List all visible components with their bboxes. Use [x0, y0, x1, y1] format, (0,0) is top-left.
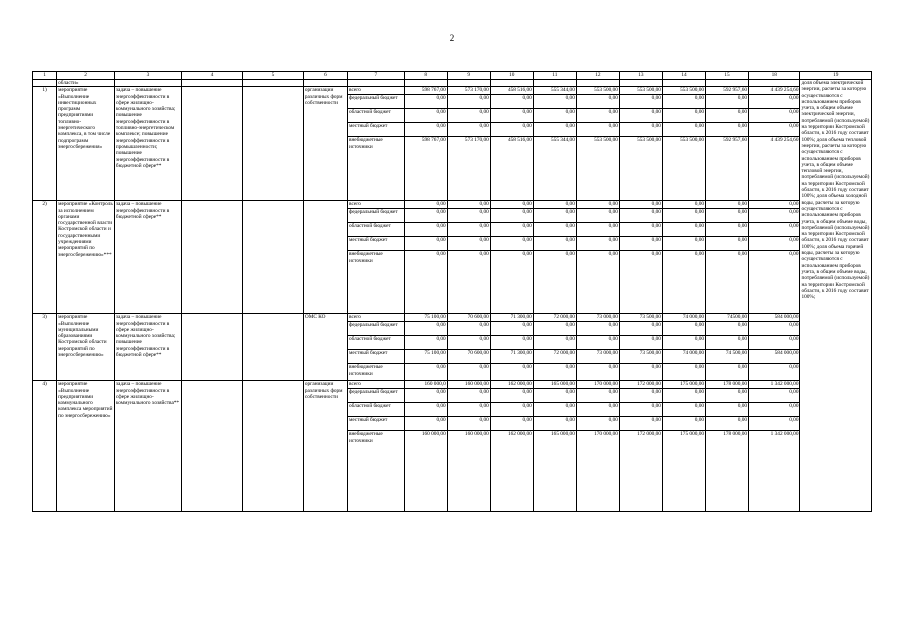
pre-cell-1	[33, 80, 57, 87]
column-number: 19	[800, 72, 872, 80]
year-value: 0,00	[706, 95, 749, 109]
year-value: 172 000,00	[619, 431, 662, 512]
year-value: 0,00	[576, 364, 619, 381]
year-value: 0,00	[447, 364, 490, 381]
pre-cell-15	[706, 80, 749, 87]
funding-source: внебюджетные источники	[347, 137, 404, 201]
funding-source: внебюджетные источники	[347, 251, 404, 314]
funding-source: местный бюджет	[347, 237, 404, 251]
year-value: 0,00	[533, 336, 576, 350]
total-value: 4 439 254,60	[749, 87, 800, 95]
year-value: 0,00	[619, 417, 662, 431]
column-number: 6	[303, 72, 347, 80]
year-value: 0,00	[662, 109, 705, 123]
year-value: 165 000,00	[533, 431, 576, 512]
funding-source: всего	[347, 314, 404, 322]
year-value: 0,00	[490, 201, 533, 209]
year-value: 172 000,00	[619, 381, 662, 389]
continuation-row	[33, 80, 872, 87]
year-value: 0,00	[619, 364, 662, 381]
year-value: 0,00	[490, 223, 533, 237]
year-value: 0,00	[533, 201, 576, 209]
year-value: 0,00	[490, 417, 533, 431]
year-value: 0,00	[404, 237, 447, 251]
year-value: 0,00	[662, 223, 705, 237]
year-value: 0,00	[706, 322, 749, 336]
column-number: 4	[182, 72, 243, 80]
year-value: 0,00	[576, 237, 619, 251]
year-value: 73 000,00	[576, 350, 619, 364]
event-name: мероприятие «Выполнение муниципальными образованиями Костромской области мероприятий по энергосбережению»	[57, 314, 115, 381]
year-value: 0,00	[619, 209, 662, 223]
column-number: 9	[447, 72, 490, 80]
year-value: 0,00	[662, 389, 705, 403]
year-value: 0,00	[706, 237, 749, 251]
year-value: 0,00	[533, 109, 576, 123]
year-value: 175 000,00	[662, 431, 705, 512]
funding-source: федеральный бюджет	[347, 209, 404, 223]
year-value: 0,00	[619, 251, 662, 314]
table-row	[33, 87, 872, 95]
year-value: 0,00	[447, 336, 490, 350]
year-value: 0,00	[706, 251, 749, 314]
year-value: 0,00	[619, 336, 662, 350]
year-value: 0,00	[706, 209, 749, 223]
empty-col-4	[182, 381, 243, 512]
column-number: 1	[33, 72, 57, 80]
column-number: 18	[749, 72, 800, 80]
event-name: мероприятие «Выполнение предприятиями коммунального комплекса мероприятий по энергосбережению»	[57, 381, 115, 512]
year-value: 592 957,60	[706, 137, 749, 201]
year-value: 0,00	[447, 237, 490, 251]
pre-cell-5	[242, 80, 303, 87]
year-value: 0,00	[619, 322, 662, 336]
year-value: 0,00	[706, 109, 749, 123]
year-value: 0,00	[662, 322, 705, 336]
year-value: 70 600,00	[447, 350, 490, 364]
row-number: 3)	[33, 314, 57, 381]
table-row	[33, 201, 872, 209]
row-number: 1)	[33, 87, 57, 201]
year-value: 0,00	[706, 201, 749, 209]
year-value: 0,00	[576, 403, 619, 417]
pre-cell-14	[662, 80, 705, 87]
year-value: 160 000,00	[447, 431, 490, 512]
year-value: 0,00	[576, 201, 619, 209]
year-value: 0,00	[404, 364, 447, 381]
table-body	[33, 72, 872, 512]
year-value: 178 000,00	[706, 381, 749, 389]
year-value: 75 100,00	[404, 350, 447, 364]
year-value: 0,00	[447, 209, 490, 223]
year-value: 458 516,00	[490, 137, 533, 201]
year-value: 0,00	[662, 364, 705, 381]
year-value: 0,00	[404, 389, 447, 403]
total-value: 1 342 000,00	[749, 381, 800, 389]
empty-col-4	[182, 201, 243, 314]
empty-col-4	[182, 87, 243, 201]
year-value: 0,00	[576, 95, 619, 109]
year-value: 0,00	[404, 109, 447, 123]
year-value: 0,00	[619, 389, 662, 403]
year-value: 75 100,00	[404, 314, 447, 322]
year-value: 0,00	[447, 322, 490, 336]
year-value: 0,00	[662, 417, 705, 431]
total-value: 0,00	[749, 364, 800, 381]
executor	[303, 201, 347, 314]
year-value: 0,00	[404, 417, 447, 431]
year-value: 0,00	[576, 322, 619, 336]
total-value: 1 342 000,00	[749, 431, 800, 512]
year-value: 73 000,00	[576, 314, 619, 322]
total-value: 584 000,00	[749, 314, 800, 322]
funding-source: федеральный бюджет	[347, 95, 404, 109]
total-value: 0,00	[749, 123, 800, 137]
year-value: 0,00	[404, 403, 447, 417]
year-value: 0,00	[576, 123, 619, 137]
year-value: 0,00	[662, 95, 705, 109]
year-value: 553 500,00	[619, 87, 662, 95]
year-value: 162 000,00	[490, 431, 533, 512]
pre-cell-12	[576, 80, 619, 87]
year-value: 0,00	[662, 403, 705, 417]
year-value: 74 000,00	[662, 350, 705, 364]
year-value: 0,00	[619, 403, 662, 417]
year-value: 0,00	[662, 251, 705, 314]
year-value: 0,00	[447, 251, 490, 314]
total-value: 0,00	[749, 109, 800, 123]
year-value: 165 000,00	[533, 381, 576, 389]
year-value: 0,00	[576, 336, 619, 350]
year-value: 553 500,00	[576, 87, 619, 95]
year-value: 0,00	[404, 123, 447, 137]
year-value: 0,00	[662, 237, 705, 251]
total-value: 0,00	[749, 237, 800, 251]
event-name: мероприятие «Выполнение инвестиционных программ предприятиями топливно-энергетического комплекса, в том числе подпрограмм энергосбережения»	[57, 87, 115, 201]
year-value: 0,00	[576, 223, 619, 237]
year-value: 0,00	[619, 123, 662, 137]
year-value: 0,00	[490, 336, 533, 350]
event-name: мероприятие «Контроль за исполнением органами государственной власти Костромской области и государственными учреждениями мероприятий по энергосбережению»***	[57, 201, 115, 314]
year-value: 573 170,00	[447, 137, 490, 201]
total-value: 0,00	[749, 251, 800, 314]
year-value: 170 000,00	[576, 431, 619, 512]
year-value: 0,00	[533, 364, 576, 381]
year-value: 0,00	[447, 403, 490, 417]
year-value: 0,00	[404, 201, 447, 209]
year-value: 70 600,00	[447, 314, 490, 322]
year-value: 0,00	[662, 336, 705, 350]
empty-col-5	[242, 87, 303, 201]
column-number: 5	[242, 72, 303, 80]
total-value: 0,00	[749, 336, 800, 350]
year-value: 0,00	[533, 322, 576, 336]
column-number-row	[33, 72, 872, 80]
year-value: 0,00	[576, 209, 619, 223]
year-value: 72 000,00	[533, 350, 576, 364]
year-value: 0,00	[490, 251, 533, 314]
pre-cell-6	[303, 80, 347, 87]
year-value: 0,00	[404, 223, 447, 237]
column-number: 10	[490, 72, 533, 80]
year-value: 0,00	[706, 389, 749, 403]
funding-source: областной бюджет	[347, 223, 404, 237]
total-value: 0,00	[749, 223, 800, 237]
pre-cell-7	[347, 80, 404, 87]
year-value: 0,00	[533, 403, 576, 417]
year-value: 0,00	[490, 95, 533, 109]
year-value: 0,00	[533, 251, 576, 314]
year-value: 0,00	[447, 109, 490, 123]
funding-source: всего	[347, 381, 404, 389]
year-value: 0,00	[447, 201, 490, 209]
year-value: 0,00	[576, 251, 619, 314]
year-value: 0,00	[404, 322, 447, 336]
year-value: 175 000,00	[662, 381, 705, 389]
funding-source: федеральный бюджет	[347, 322, 404, 336]
year-value: 0,00	[533, 389, 576, 403]
year-value: 0,00	[404, 336, 447, 350]
year-value: 160 000,00	[404, 431, 447, 512]
total-value: 0,00	[749, 403, 800, 417]
year-value: 458 516,00	[490, 87, 533, 95]
year-value: 0,00	[533, 237, 576, 251]
pre-cell-3	[114, 80, 181, 87]
year-value: 0,00	[490, 403, 533, 417]
year-value: 573 170,00	[447, 87, 490, 95]
executor: ОМС КО	[303, 314, 347, 381]
year-value: 0,00	[490, 209, 533, 223]
year-value: 74 000,00	[662, 314, 705, 322]
total-value: 0,00	[749, 417, 800, 431]
funding-source: областной бюджет	[347, 403, 404, 417]
executor: организации различных форм собственности	[303, 87, 347, 201]
year-value: 162 000,00	[490, 381, 533, 389]
empty-col-4	[182, 314, 243, 381]
funding-source: областной бюджет	[347, 336, 404, 350]
table-row	[33, 381, 872, 389]
year-value: 555 344,00	[533, 137, 576, 201]
year-value: 0,00	[404, 209, 447, 223]
total-value: 4 439 254,60	[749, 137, 800, 201]
year-value: 71 300,00	[490, 350, 533, 364]
total-value: 584 000,00	[749, 350, 800, 364]
year-value: 598 767,00	[404, 87, 447, 95]
year-value: 0,00	[490, 109, 533, 123]
pre-cell-8	[404, 80, 447, 87]
year-value: 0,00	[533, 417, 576, 431]
funding-source: местный бюджет	[347, 123, 404, 137]
year-value: 0,00	[404, 95, 447, 109]
year-value: 553 500,00	[576, 137, 619, 201]
year-value: 0,00	[576, 417, 619, 431]
total-value: 0,00	[749, 322, 800, 336]
table-row	[33, 314, 872, 322]
pre-cell-18	[749, 80, 800, 87]
continuation-text: области»	[57, 80, 115, 87]
year-value: 0,00	[533, 123, 576, 137]
year-value: 0,00	[447, 95, 490, 109]
empty-col-5	[242, 314, 303, 381]
year-value: 0,00	[706, 403, 749, 417]
year-value: 160 000,00	[447, 381, 490, 389]
year-value: 0,00	[706, 336, 749, 350]
executor: организации различных форм собственности	[303, 381, 347, 512]
column-number: 12	[576, 72, 619, 80]
empty-col-5	[242, 201, 303, 314]
column-number: 3	[114, 72, 181, 80]
row-number: 4)	[33, 381, 57, 512]
column-number: 7	[347, 72, 404, 80]
year-value: 0,00	[533, 223, 576, 237]
year-value: 0,00	[662, 209, 705, 223]
year-value: 0,00	[533, 209, 576, 223]
row-number: 2)	[33, 201, 57, 314]
year-value: 555 344,00	[533, 87, 576, 95]
funding-source: областной бюджет	[347, 109, 404, 123]
column-number: 8	[404, 72, 447, 80]
funding-source: местный бюджет	[347, 350, 404, 364]
funding-source: всего	[347, 87, 404, 95]
funding-source: всего	[347, 201, 404, 209]
year-value: 170 000,00	[576, 381, 619, 389]
year-value: 0,00	[706, 364, 749, 381]
column-number: 14	[662, 72, 705, 80]
year-value: 0,00	[490, 322, 533, 336]
year-value: 0,00	[619, 95, 662, 109]
year-value: 0,00	[576, 389, 619, 403]
year-value: 0,00	[490, 364, 533, 381]
column-number: 15	[706, 72, 749, 80]
indicators-cell: доля объема электрической энергии, расчеты за которую осуществляются с использованием приборов учета, в общем объеме электрической энергии, потребляемой (используемой) на территории Костромской области, к 2016 году составит 100%; доля объема тепловой энергии, расчеты за которую осуществляются с использованием приборов учета, в общем объеме тепловой энергии, потребляемой (используемой) на территории Костромской области, к 2016 году составит 100%; доля объема холодной воды, расчеты за которую осуществляются с использованием приборов учета, в общем объеме воды, потребляемой (используемой) на территории Костромской области, к 2016 году составит 100%; доля объема горячей воды, расчеты за которую осуществляются с использованием приборов учета, в общем объеме воды, потребляемой (используемой) на территории Костромской области, к 2016 году составит 100%;	[800, 80, 872, 512]
pre-cell-13	[619, 80, 662, 87]
year-value: 0,00	[490, 123, 533, 137]
empty-col-5	[242, 381, 303, 512]
year-value: 74500,00	[706, 314, 749, 322]
total-value: 0,00	[749, 389, 800, 403]
year-value: 0,00	[619, 223, 662, 237]
funding-source: внебюджетные источники	[347, 431, 404, 512]
pre-cell-4	[182, 80, 243, 87]
column-number: 11	[533, 72, 576, 80]
column-number: 13	[619, 72, 662, 80]
year-value: 0,00	[533, 95, 576, 109]
year-value: 0,00	[447, 417, 490, 431]
year-value: 0,00	[662, 123, 705, 137]
total-value: 0,00	[749, 201, 800, 209]
pre-cell-11	[533, 80, 576, 87]
year-value: 0,00	[490, 237, 533, 251]
year-value: 0,00	[447, 223, 490, 237]
pre-cell-10	[490, 80, 533, 87]
year-value: 72 000,00	[533, 314, 576, 322]
column-number: 2	[57, 72, 115, 80]
page-number: 2	[449, 33, 455, 43]
year-value: 71 300,00	[490, 314, 533, 322]
year-value: 0,00	[706, 223, 749, 237]
year-value: 553 500,00	[662, 87, 705, 95]
year-value: 160 000,0	[404, 381, 447, 389]
year-value: 73 500,00	[619, 314, 662, 322]
year-value: 592 957,60	[706, 87, 749, 95]
funding-source: внебюджетные источники	[347, 364, 404, 381]
pre-cell-9	[447, 80, 490, 87]
year-value: 0,00	[619, 237, 662, 251]
task-name: задача – повышение энергоэффективности в сфере жилищно-коммунального хозяйства; повышение энергоэффективности в топливно-энергетическом комплексе; повышение энергоэффективности в промышленности; повышение энергоэффективности в бюджетной сфере**	[114, 87, 181, 201]
year-value: 0,00	[706, 417, 749, 431]
funding-source: местный бюджет	[347, 417, 404, 431]
year-value: 0,00	[404, 251, 447, 314]
year-value: 0,00	[706, 123, 749, 137]
year-value: 0,00	[662, 201, 705, 209]
year-value: 0,00	[490, 389, 533, 403]
task-name: задача – повышение энергоэффективности в сфере жилищно-коммунального хозяйства**	[114, 381, 181, 512]
year-value: 0,00	[619, 201, 662, 209]
total-value: 0,00	[749, 95, 800, 109]
year-value: 178 000,00	[706, 431, 749, 512]
year-value: 598 767,00	[404, 137, 447, 201]
budget-table	[32, 71, 872, 512]
year-value: 0,00	[619, 109, 662, 123]
task-name: задача – повышение энергоэффективности в сфере жилищно-коммунального хозяйства; повышение энергоэффективности в бюджетной сфере**	[114, 314, 181, 381]
year-value: 0,00	[447, 389, 490, 403]
year-value: 0,00	[447, 123, 490, 137]
year-value: 73 500,00	[619, 350, 662, 364]
task-name: задача – повышение энергоэффективности в бюджетной сфере**	[114, 201, 181, 314]
year-value: 553 500,00	[619, 137, 662, 201]
year-value: 553 500,00	[662, 137, 705, 201]
funding-source: федеральный бюджет	[347, 389, 404, 403]
year-value: 0,00	[576, 109, 619, 123]
year-value: 74 500,00	[706, 350, 749, 364]
total-value: 0,00	[749, 209, 800, 223]
